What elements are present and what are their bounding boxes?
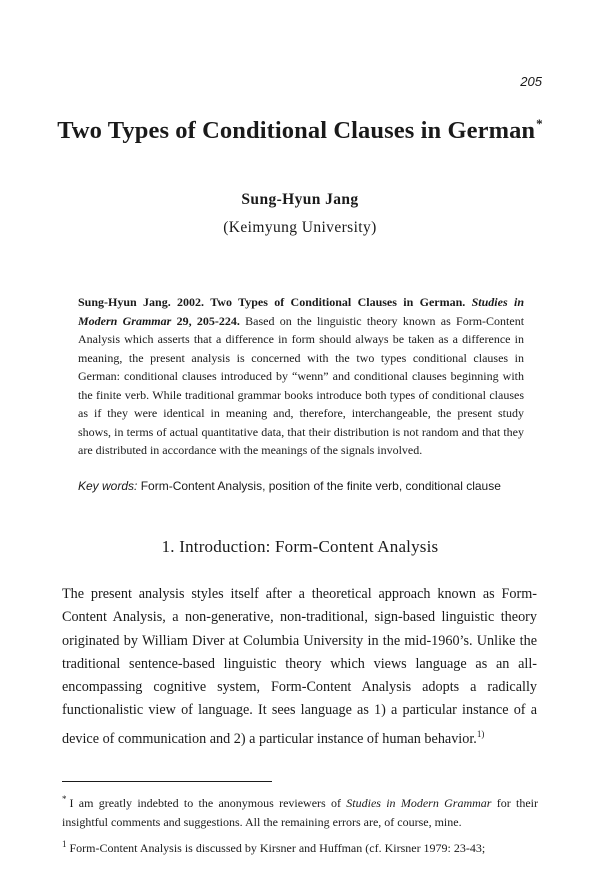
footnote-ref: 1) — [476, 728, 485, 739]
author-name: Sung-Hyun Jang — [241, 191, 359, 208]
page-number: 205 — [520, 74, 542, 89]
body-paragraph — [62, 583, 537, 751]
title-footnote-marker: * — [536, 116, 543, 131]
footnote-item — [62, 835, 538, 858]
abstract-body: Based on the linguistic theory known as Form-Content Analysis which asserts that a difference in form should always be taken as a difference in meaning, the present analysis is concerned with the two types conditional clauses in German: conditional clauses introduced by “wenn” and conditional clauses beginning with the finite verb. While traditional grammar books introduce both types of conditional clauses as if they were identical in meaning and, therefore, interchangeable, the present study shows, in terms of actual quantitative data, that their distribution is not random and that they are distributed in accordance with the meanings of the signals involved. — [78, 313, 525, 457]
keywords-label: Key words: — [78, 479, 138, 493]
abstract — [78, 293, 524, 460]
footnote-text: I am greatly indebted to the anonymous reviewers of — [69, 796, 341, 810]
abstract-citation: 29, 205-224. — [176, 313, 240, 328]
title-text: Two Types of Conditional Clauses in German — [57, 117, 536, 144]
section-heading: 1. Introduction: Form-Content Analysis — [161, 537, 439, 556]
footnote-italic: Studies in Modern Grammar — [346, 796, 492, 810]
footnote-marker: 1 — [62, 839, 67, 849]
keywords — [78, 479, 528, 493]
footnote-text-end: for their insightful comments and suggestions. All the remaining errors are, of course, mine. — [62, 796, 538, 829]
footnote-divider — [62, 781, 272, 782]
abstract-lead: Sung-Hyun Jang. 2002. Two Types of Conditional Clauses in German. — [78, 295, 466, 309]
footnote-marker: * — [62, 794, 67, 804]
keywords-text: Form-Content Analysis, position of the finite verb, conditional clause — [140, 479, 501, 493]
footnote-item — [62, 790, 538, 832]
author-affiliation: (Keimyung University) — [223, 219, 377, 236]
paper-title — [40, 116, 560, 145]
body-paragraph-text: The present analysis styles itself after a theoretical approach known as Form-Content Analysis, a non-generative, non-traditional, sign-based linguistic theory originated by William Diver at Columbia University in the mid-1960’s. Unlike the traditional sentence-based linguistic theory which views language as an all-encompassing cognitive system, Form-Content Analysis adopts a radically functionalistic view of language. It sees language as 1) a particular instance of a device of communication and 2) a particular instance of human behavior. — [62, 586, 537, 747]
journal-name: Studies in Modern Grammar — [78, 295, 524, 328]
footnote-text: Form-Content Analysis is discussed by Kirsner and Huffman (cf. Kirsner 1979: 23-43; — [69, 841, 486, 855]
footnotes — [62, 790, 538, 858]
